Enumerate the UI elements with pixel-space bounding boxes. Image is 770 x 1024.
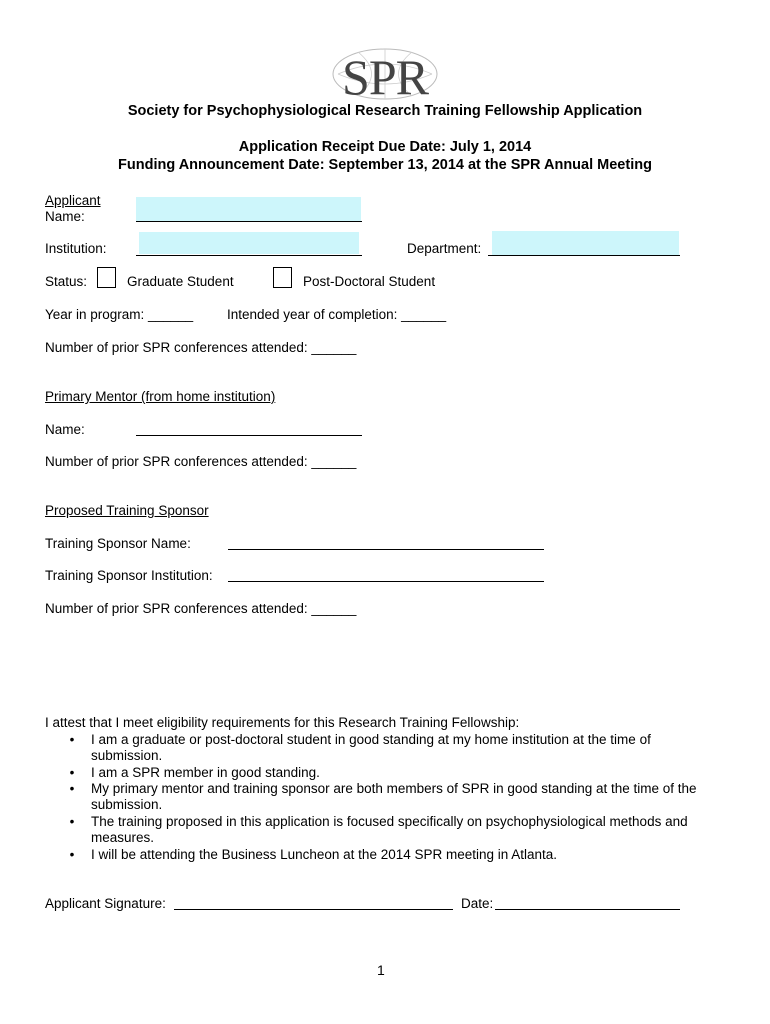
bullet: • — [69, 732, 75, 747]
applicant-name-field[interactable] — [136, 197, 361, 221]
form-title: Society for Psychophysiological Research Training Fellowship Application — [127, 103, 643, 119]
postdoc-label: Post-Doctoral Student — [303, 274, 436, 289]
date-line[interactable] — [495, 909, 680, 910]
signature-label: Applicant Signature: — [45, 896, 166, 911]
status-label: Status: — [45, 274, 88, 289]
institution-line — [136, 255, 362, 256]
graduate-checkbox[interactable] — [97, 267, 116, 288]
applicant-section-label: Applicant — [45, 193, 101, 208]
sponsor-prior-conferences: Number of prior SPR conferences attended: ______ — [45, 601, 357, 616]
sponsor-name-line[interactable] — [228, 549, 544, 550]
attestation-item-5: I will be attending the Business Luncheon at the 2014 SPR meeting in Atlanta. — [91, 847, 558, 862]
institution-field[interactable] — [139, 232, 359, 254]
department-line — [488, 255, 680, 256]
department-label: Department: — [407, 241, 482, 256]
applicant-name-line — [136, 221, 362, 222]
sponsor-name-label: Training Sponsor Name: — [45, 536, 191, 551]
year-in-program-label: Year in program: ______ — [45, 307, 194, 322]
bullet: • — [69, 781, 75, 796]
bullet: • — [69, 814, 75, 829]
department-field[interactable] — [492, 231, 679, 255]
completion-year-label: Intended year of completion: ______ — [227, 307, 447, 322]
applicant-prior-conferences: Number of prior SPR conferences attended: ______ — [45, 340, 357, 355]
postdoc-checkbox[interactable] — [273, 267, 292, 288]
attestation-item-1: I am a graduate or post-doctoral student in good standing at my home institution at the time of — [91, 732, 651, 747]
attestation-item-1-cont: submission. — [91, 748, 163, 763]
attestation-intro: I attest that I meet eligibility requirements for this Research Training Fellowship: — [45, 715, 520, 730]
bullet: • — [69, 847, 75, 862]
attestation-item-2: I am a SPR member in good standing. — [91, 765, 320, 780]
spr-logo — [328, 44, 442, 102]
attestation-item-4-cont: measures. — [91, 830, 155, 845]
bullet: • — [69, 765, 75, 780]
announcement-date: Funding Announcement Date: September 13, 2014 at the SPR Annual Meeting — [118, 157, 652, 173]
mentor-prior-conferences: Number of prior SPR conferences attended: ______ — [45, 454, 357, 469]
due-date: Application Receipt Due Date: July 1, 2014 — [238, 139, 532, 155]
logo-text: SPR — [342, 49, 428, 102]
sponsor-section-label: Proposed Training Sponsor — [45, 503, 209, 518]
graduate-label: Graduate Student — [127, 274, 234, 289]
attestation-item-3-cont: submission. — [91, 797, 163, 812]
mentor-section-label: Primary Mentor (from home institution) — [45, 389, 276, 404]
date-label: Date: — [461, 896, 494, 911]
institution-label: Institution: — [45, 241, 107, 256]
applicant-name-label: Name: — [45, 209, 85, 224]
attestation-item-4: The training proposed in this application is focused specifically on psychophysiological methods and — [91, 814, 688, 829]
signature-line[interactable] — [174, 909, 453, 910]
mentor-name-line[interactable] — [136, 435, 362, 436]
attestation-item-3: My primary mentor and training sponsor are both members of SPR in good standing at the time of the — [91, 781, 697, 796]
sponsor-institution-label: Training Sponsor Institution: — [45, 568, 213, 583]
page-number: 1 — [377, 962, 385, 978]
mentor-name-label: Name: — [45, 422, 85, 437]
sponsor-institution-line[interactable] — [228, 581, 544, 582]
